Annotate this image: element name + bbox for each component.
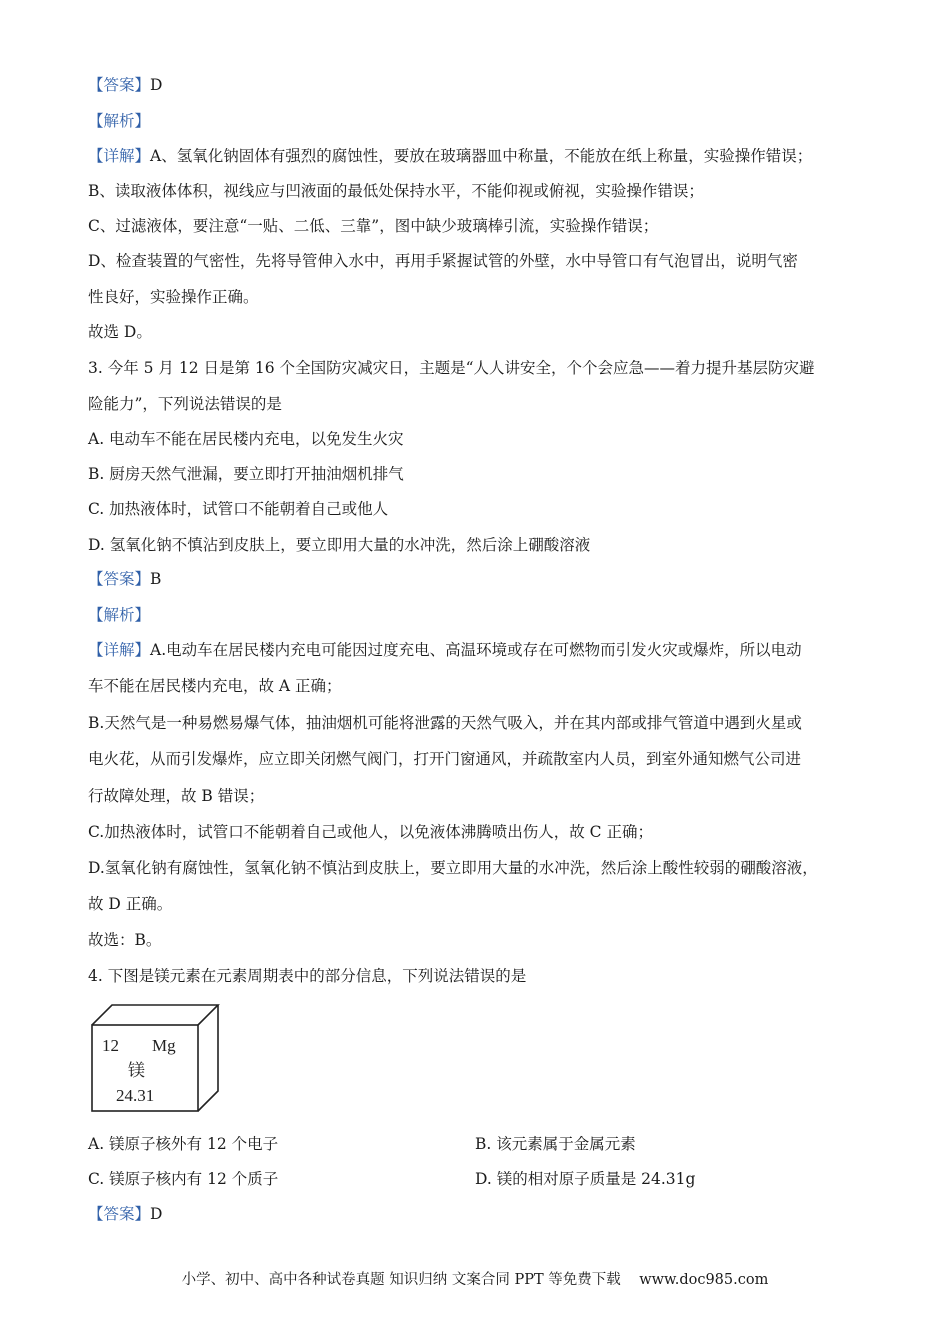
- q3-detail-line-5: 行故障处理，故 B 错误；: [88, 787, 265, 805]
- q3-answer: [88, 569, 161, 589]
- q4-option-a: A. 镁原子核外有 12 个电子: [88, 1135, 279, 1153]
- footer-url[interactable]: www.doc985.com: [639, 1272, 769, 1288]
- footer-text: 小学、初中、高中各种试卷真题 知识归纳 文案合同 PPT 等免费下载: [181, 1272, 621, 1288]
- q2-detail-line-3: C、过滤液体，要注意“一贴、二低、三靠”，图中缺少玻璃棒引流，实验操作错误；: [88, 217, 659, 235]
- periodic-element-cube: [90, 1003, 222, 1113]
- detail-tag: 【详解】: [88, 147, 151, 165]
- answer-value: D: [150, 1205, 163, 1223]
- q4-answer: [88, 1204, 162, 1224]
- answer-value: D: [150, 76, 163, 94]
- atomic-mass: 24.31: [116, 1086, 155, 1105]
- q2-conclusion: 故选 D。: [88, 323, 152, 341]
- answer-value: B: [150, 570, 162, 588]
- page-footer: [0, 1268, 950, 1289]
- answer-tag: 【答案】: [88, 76, 151, 94]
- element-name: 镁: [128, 1061, 145, 1081]
- q2-detail-line-1: [88, 146, 812, 166]
- q4-option-b: B. 该元素属于金属元素: [475, 1135, 636, 1153]
- q3-stem-line-1: 3. 今年 5 月 12 日是第 16 个全国防灾减灾日，主题是“人人讲安全，个个会应急——着力提升基层防灾避: [88, 359, 815, 377]
- q3-option-c: C. 加热液体时，试管口不能朝着自己或他人: [88, 500, 389, 518]
- detail-text: A.电动车在居民楼内充电可能因过度充电、高温环境或存在可燃物而引发火灾或爆炸，所以电动: [150, 641, 802, 659]
- q3-stem-line-2: 险能力”，下列说法错误的是: [88, 395, 282, 413]
- q2-detail-line-5: 性良好，实验操作正确。: [88, 288, 259, 306]
- q2-detail-line-2: B、读取液体体积，视线应与凹液面的最低处保持水平，不能仰视或俯视，实验操作错误；: [88, 182, 704, 200]
- q3-option-a: A. 电动车不能在居民楼内充电，以免发生火灾: [88, 430, 404, 448]
- detail-tag: 【详解】: [88, 641, 151, 659]
- q3-option-b: B. 厨房天然气泄漏，要立即打开抽油烟机排气: [88, 465, 404, 483]
- q3-detail-line-3: B.天然气是一种易燃易爆气体，抽油烟机可能将泄露的天然气吸入，并在其内部或排气管道中遇到火星或: [88, 714, 802, 732]
- q2-analysis-tag: 【解析】: [88, 112, 151, 130]
- element-symbol: Mg: [152, 1036, 176, 1055]
- atomic-number: 12: [102, 1036, 119, 1055]
- q3-detail-line-2: 车不能在居民楼内充电，故 A 正确；: [88, 677, 342, 695]
- q4-option-c: C. 镁原子核内有 12 个质子: [88, 1170, 279, 1188]
- q3-conclusion: 故选：B。: [88, 931, 162, 949]
- q3-option-d: D. 氢氧化钠不慎沾到皮肤上，要立即用大量的水冲洗，然后涂上硼酸溶液: [88, 536, 591, 554]
- q2-answer: [88, 75, 162, 95]
- q3-detail-line-7: D.氢氧化钠有腐蚀性，氢氧化钠不慎沾到皮肤上，要立即用大量的水冲洗，然后涂上酸性较弱的硼酸溶液，: [88, 859, 818, 877]
- q4-option-d: D. 镁的相对原子质量是 24.31g: [475, 1170, 696, 1188]
- detail-text: A、氢氧化钠固体有强烈的腐蚀性，要放在玻璃器皿中称量，不能放在纸上称量，实验操作错误；: [150, 147, 813, 165]
- element-cube-drawing: [90, 1003, 222, 1113]
- q4-stem: 4. 下图是镁元素在元素周期表中的部分信息，下列说法错误的是: [88, 967, 527, 985]
- answer-tag: 【答案】: [88, 1205, 151, 1223]
- q3-detail-line-4: 电火花，从而引发爆炸，应立即关闭燃气阀门，打开门窗通风，并疏散室内人员，到室外通知燃气公司进: [88, 750, 802, 768]
- q3-detail-line-1: [88, 640, 802, 660]
- q3-detail-line-8: 故 D 正确。: [88, 895, 173, 913]
- q3-analysis-tag: 【解析】: [88, 606, 151, 624]
- q2-detail-line-4: D、检查装置的气密性，先将导管伸入水中，再用手紧握试管的外壁，水中导管口有气泡冒出，说明气密: [88, 252, 798, 270]
- q3-detail-line-6: C.加热液体时，试管口不能朝着自己或他人，以免液体沸腾喷出伤人，故 C 正确；: [88, 823, 653, 841]
- answer-tag: 【答案】: [88, 570, 151, 588]
